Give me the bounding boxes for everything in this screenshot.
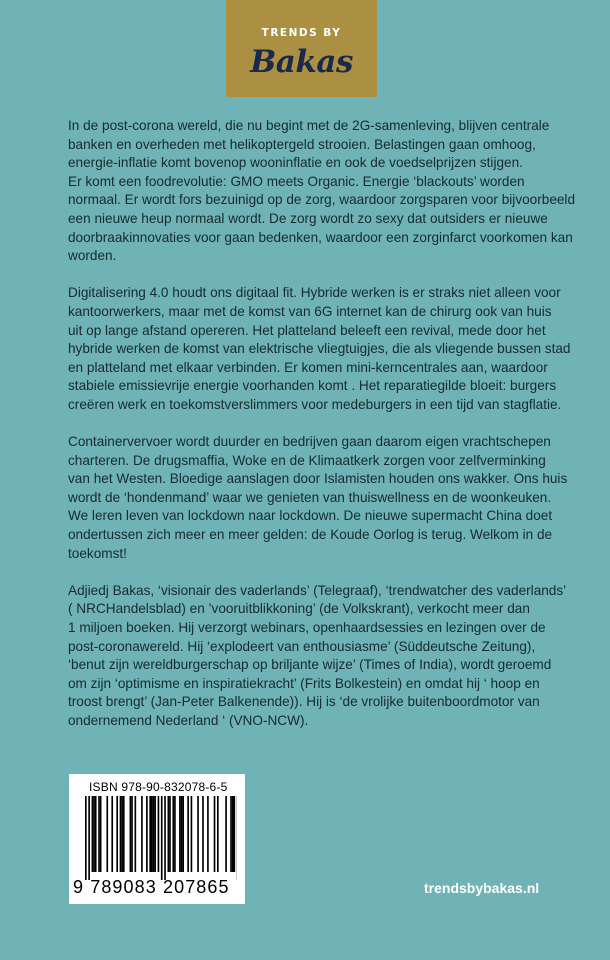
- barcode-bar: [141, 796, 143, 872]
- barcode-bar: [161, 796, 163, 880]
- text-line: worden.: [68, 248, 117, 264]
- barcode-bar: [182, 796, 184, 872]
- text-line: In de post-corona wereld, die nu begint met de 2G-samenleving, blijven centrale: [68, 118, 550, 133]
- back-cover-text: [68, 117, 576, 749]
- text-line: ondertussen zich meer en meer gelden: de Koude Oorlog is terug. Welkom in de: [68, 527, 553, 543]
- barcode-bar: [164, 796, 166, 880]
- barcode-bar: [230, 796, 232, 872]
- paragraph-2: [68, 284, 571, 414]
- barcode-bar: [123, 796, 125, 872]
- barcode-bar: [131, 796, 133, 872]
- barcode-digits: 9 789083 207865: [73, 877, 230, 897]
- text-line: stabiele emissievrije energie voorhanden komt . Het reparatiegilde bloeit: burgers: [68, 378, 557, 394]
- text-line: energie-inflatie komt bovenop wooninflatie en ook de voedselprijzen stijgen.: [68, 155, 523, 171]
- text-line: Er komt een foodrevolutie: GMO meets Organic. Energie ‘blackouts’ worden: [68, 173, 525, 189]
- text-line: troost brengt’ (Jan-Peter Balkenende)). Hij is ‘de vrolijke buitenboordmotor van: [68, 694, 540, 710]
- text-line: Containervervoer wordt duurder en bedrijven gaan daarom eigen vrachtschepen: [68, 434, 551, 450]
- barcode-bar: [130, 796, 132, 872]
- barcode-bar: [153, 796, 155, 872]
- text-line: normaal. Er wordt fors bezuinigd op de zorg, waardoor zorgsparen voor bijvoorbeeld: [68, 192, 576, 208]
- barcode-bar: [106, 796, 108, 872]
- barcode-bar: [168, 796, 170, 872]
- barcode-bar: [179, 796, 181, 872]
- isbn-label: ISBN 978-90-832078-6-5: [89, 780, 228, 794]
- barcode-bar: [121, 796, 123, 872]
- text-line: van het Westen. Bloedige aanslagen door Islamisten houden ons wakker. Ons huis: [68, 471, 568, 487]
- text-line: een nieuwe heup normaal wordt. De zorg wordt zo sexy dat outsiders er nieuwe: [68, 210, 548, 226]
- barcode-bar: [154, 796, 156, 872]
- paragraph-4: [68, 582, 567, 731]
- barcode-bar: [197, 796, 199, 872]
- barcode-bar: [214, 796, 216, 872]
- barcode-bar: [98, 796, 100, 872]
- text-line: wordt de ‘hondenmand’ waar we genieten van thuiswellness en de woonkeuken.: [68, 489, 552, 505]
- barcode-bar: [158, 796, 160, 872]
- barcode-bar: [146, 796, 148, 872]
- text-line: We leren leven van lockdown naar lockdown. De nieuwe supermacht China doet: [68, 508, 553, 524]
- barcode-bar: [191, 796, 193, 872]
- barcode-bar: [169, 796, 171, 872]
- text-line: toekomst!: [68, 545, 127, 561]
- barcode-bar: [234, 796, 236, 872]
- text-line: 1 miljoen boeken. Hij verzorgt webinars, openhaardsessies en lezingen over de: [68, 620, 546, 636]
- text-line: creëren werk en toekomstverslimmers voor medeburgers in een tijd van stagflatie.: [68, 396, 562, 412]
- barcode-bar: [88, 796, 90, 880]
- barcode-bar: [207, 796, 209, 872]
- text-line: charteren. De drugsmaffia, Woke en de Klimaatkerk zorgen voor zelfverminking: [68, 452, 546, 468]
- brand-top-label: TRENDS BY: [261, 27, 342, 39]
- paragraph-1: [68, 117, 576, 266]
- barcode-bar: [111, 796, 113, 872]
- website-url: trendsbybakas.nl: [424, 880, 540, 896]
- barcode-bar: [232, 796, 234, 872]
- text-line: om zijn ‘optimisme en inspiratiekracht’ (Frits Bolkestein) en omdat hij ‘ hoop en: [68, 675, 540, 691]
- barcode-bar: [151, 796, 153, 872]
- text-line: doorbraakinnovaties voor gaan bedenken, waardoor een zorginfarct voorkomen kan: [68, 229, 573, 245]
- brand-logo-box: [226, 0, 377, 97]
- text-line: uit op lange afstand opereren. Het platteland beleeft een revival, mede door het: [68, 322, 546, 338]
- barcode-bar: [92, 796, 94, 872]
- barcode-bar: [217, 796, 219, 872]
- text-line: banken en overheden met helikoptergeld strooien. Belastingen gaan omhoog,: [68, 136, 536, 152]
- barcode-bar: [93, 796, 95, 872]
- barcode-bar: [85, 796, 87, 880]
- text-line: post-coronawereld. Hij ‘explodeert van enthousiasme’ (Süddeutsche Zeitung),: [68, 638, 536, 654]
- barcode-bar: [181, 796, 183, 872]
- barcode-bar: [225, 796, 227, 872]
- paragraph-3: [68, 433, 568, 563]
- barcode-bar: [174, 796, 176, 872]
- text-line: ( NRCHandelsblad) en ’vooruitblikkoning’ (de Volkskrant), verkocht meer dan: [68, 601, 530, 617]
- barcode-bar: [116, 796, 118, 872]
- isbn-barcode: [69, 774, 245, 904]
- barcode-bar: [187, 796, 189, 872]
- barcode-bar: [100, 796, 102, 872]
- text-line: ‘benut zijn wereldburgerschap op briljante wijze’ (Times of India), wordt geroemd: [68, 657, 552, 673]
- text-line: ondernemend Nederland ‘ (VNO-NCW).: [68, 713, 309, 728]
- text-line: Digitalisering 4.0 houdt ons digitaal fit. Hybride werken is er straks niet alleen voor: [68, 285, 561, 301]
- text-line: kantoorwerkers, maar met de komst van 6G internet kan de chirurg ook van huis: [68, 303, 552, 319]
- barcode-bar: [95, 796, 97, 872]
- barcode-bar: [149, 796, 151, 872]
- text-line: Adjiedj Bakas, ‘visionair des vaderlands’ (Telegraaf), ‘trendwatcher des vaderlands’: [68, 582, 567, 598]
- barcode-bars: [79, 796, 237, 880]
- barcode-bar: [172, 796, 174, 872]
- brand-logo-script: Bakas: [250, 44, 353, 80]
- text-line: en platteland met elkaar verbinden. Er komen mini-kerncentrales aan, waardoor: [68, 359, 548, 375]
- barcode-bar: [120, 796, 122, 872]
- barcode-bar: [135, 796, 137, 872]
- text-line: hybride werken de komst van elektrische vliegtuigjes, die als vliegende bussen stad: [68, 341, 571, 357]
- barcode-bar: [202, 796, 204, 872]
